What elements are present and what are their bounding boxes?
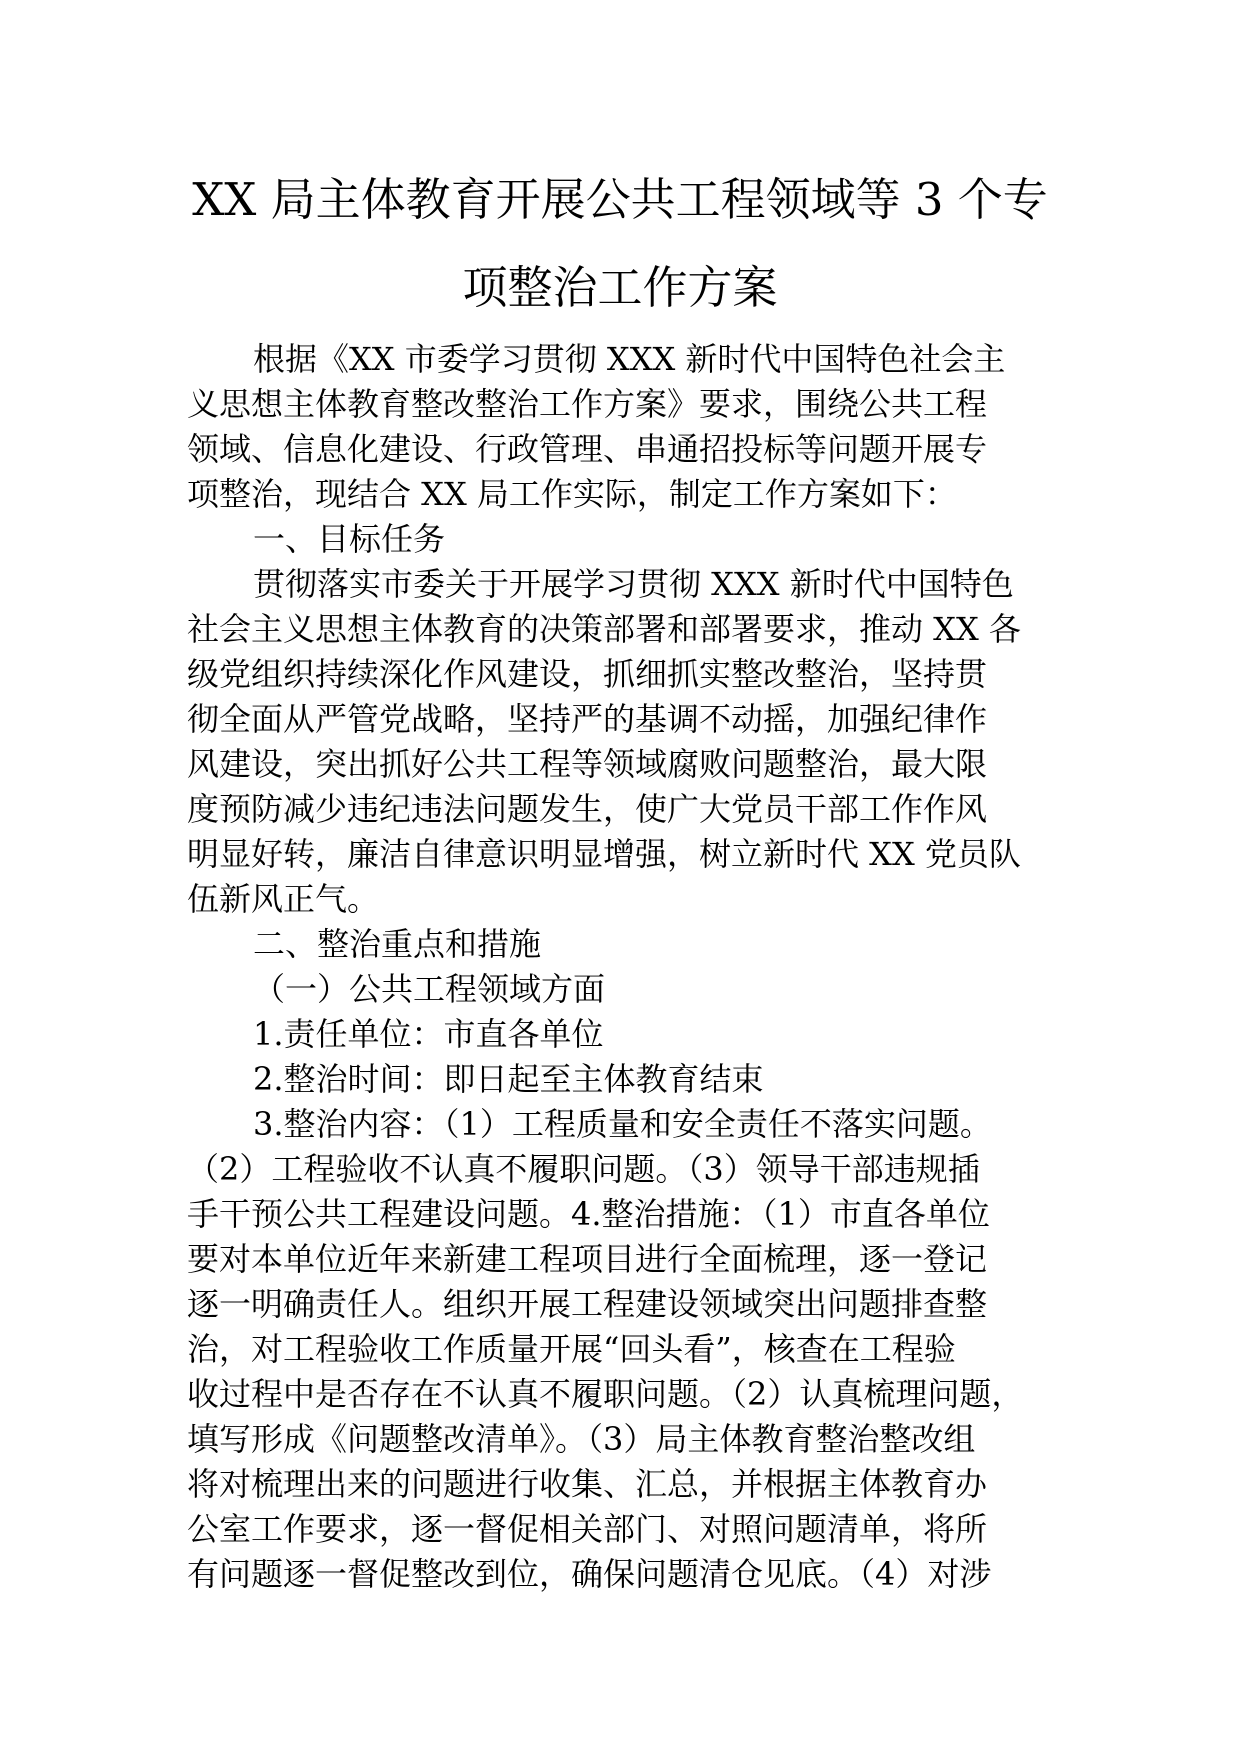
paragraph-line: 手干预公共工程建设问题。4.整治措施：（1）市直各单位 [187,1195,990,1233]
list-item: 1.责任单位：市直各单位 [253,1015,604,1053]
section-heading: 一、目标任务 [253,520,446,558]
document-title-line-1: XX 局主体教育开展公共工程领域等 3 个专 [192,173,1048,226]
paragraph-line: 项整治，现结合 XX 局工作实际，制定工作方案如下： [187,475,957,513]
paragraph-line: 根据《XX 市委学习贯彻 XXX 新时代中国特色社会主 [253,340,1006,378]
paragraph-line: 要对本单位近年来新建工程项目进行全面梳理，逐一登记 [187,1240,988,1278]
document-body [187,337,1127,1597]
paragraph-line: 公室工作要求，逐一督促相关部门、对照问题清单，将所 [187,1510,988,1548]
paragraph-line: 填写形成《问题整改清单》。（3）局主体教育整治整改组 [187,1420,976,1458]
paragraph-line: 社会主义思想主体教育的决策部署和部署要求，推动 XX 各 [187,610,1021,648]
paragraph-line: 度预防减少违纪违法问题发生，使广大党员干部工作作风 [187,790,988,828]
paragraph-line: 治，对工程验收工作质量开展“回头看”，核查在工程验 [187,1330,956,1368]
paragraph-line: 领域、信息化建设、行政管理、串通招投标等问题开展专 [187,430,988,468]
list-item: 3.整治内容：（1）工程质量和安全责任不落实问题。 [253,1105,992,1143]
list-item: 2.整治时间：即日起至主体教育结束 [253,1060,764,1098]
paragraph-line: （2）工程验收不认真不履职问题。（3）领导干部违规插 [187,1150,980,1188]
paragraph-line: 级党组织持续深化作风建设，抓细抓实整改整治，坚持贯 [187,655,988,693]
paragraph-line: 将对梳理出来的问题进行收集、汇总，并根据主体教育办 [187,1465,988,1503]
paragraph-line: 明显好转，廉洁自律意识明显增强，树立新时代 XX 党员队 [187,835,1021,873]
paragraph-line: 风建设，突出抓好公共工程等领域腐败问题整治，最大限 [187,745,988,783]
paragraph-line: 伍新风正气。 [187,880,380,918]
paragraph-line: 收过程中是否存在不认真不履职问题。（2）认真梳理问题， [187,1375,1024,1413]
paragraph-line: 彻全面从严管党战略，坚持严的基调不动摇，加强纪律作 [187,700,988,738]
paragraph-line: 贯彻落实市委关于开展学习贯彻 XXX 新时代中国特色 [253,565,1014,603]
paragraph-line: 有问题逐一督促整改到位，确保问题清仓见底。（4）对涉 [187,1555,992,1593]
subsection-heading: （一）公共工程领域方面 [253,970,606,1008]
paragraph-line: 义思想主体教育整改整治工作方案》要求，围绕公共工程 [187,385,988,423]
paragraph-line: 逐一明确责任人。组织开展工程建设领域突出问题排查整 [187,1285,988,1323]
section-heading: 二、整治重点和措施 [253,925,542,963]
document-title-line-2: 项整治工作方案 [462,261,778,314]
